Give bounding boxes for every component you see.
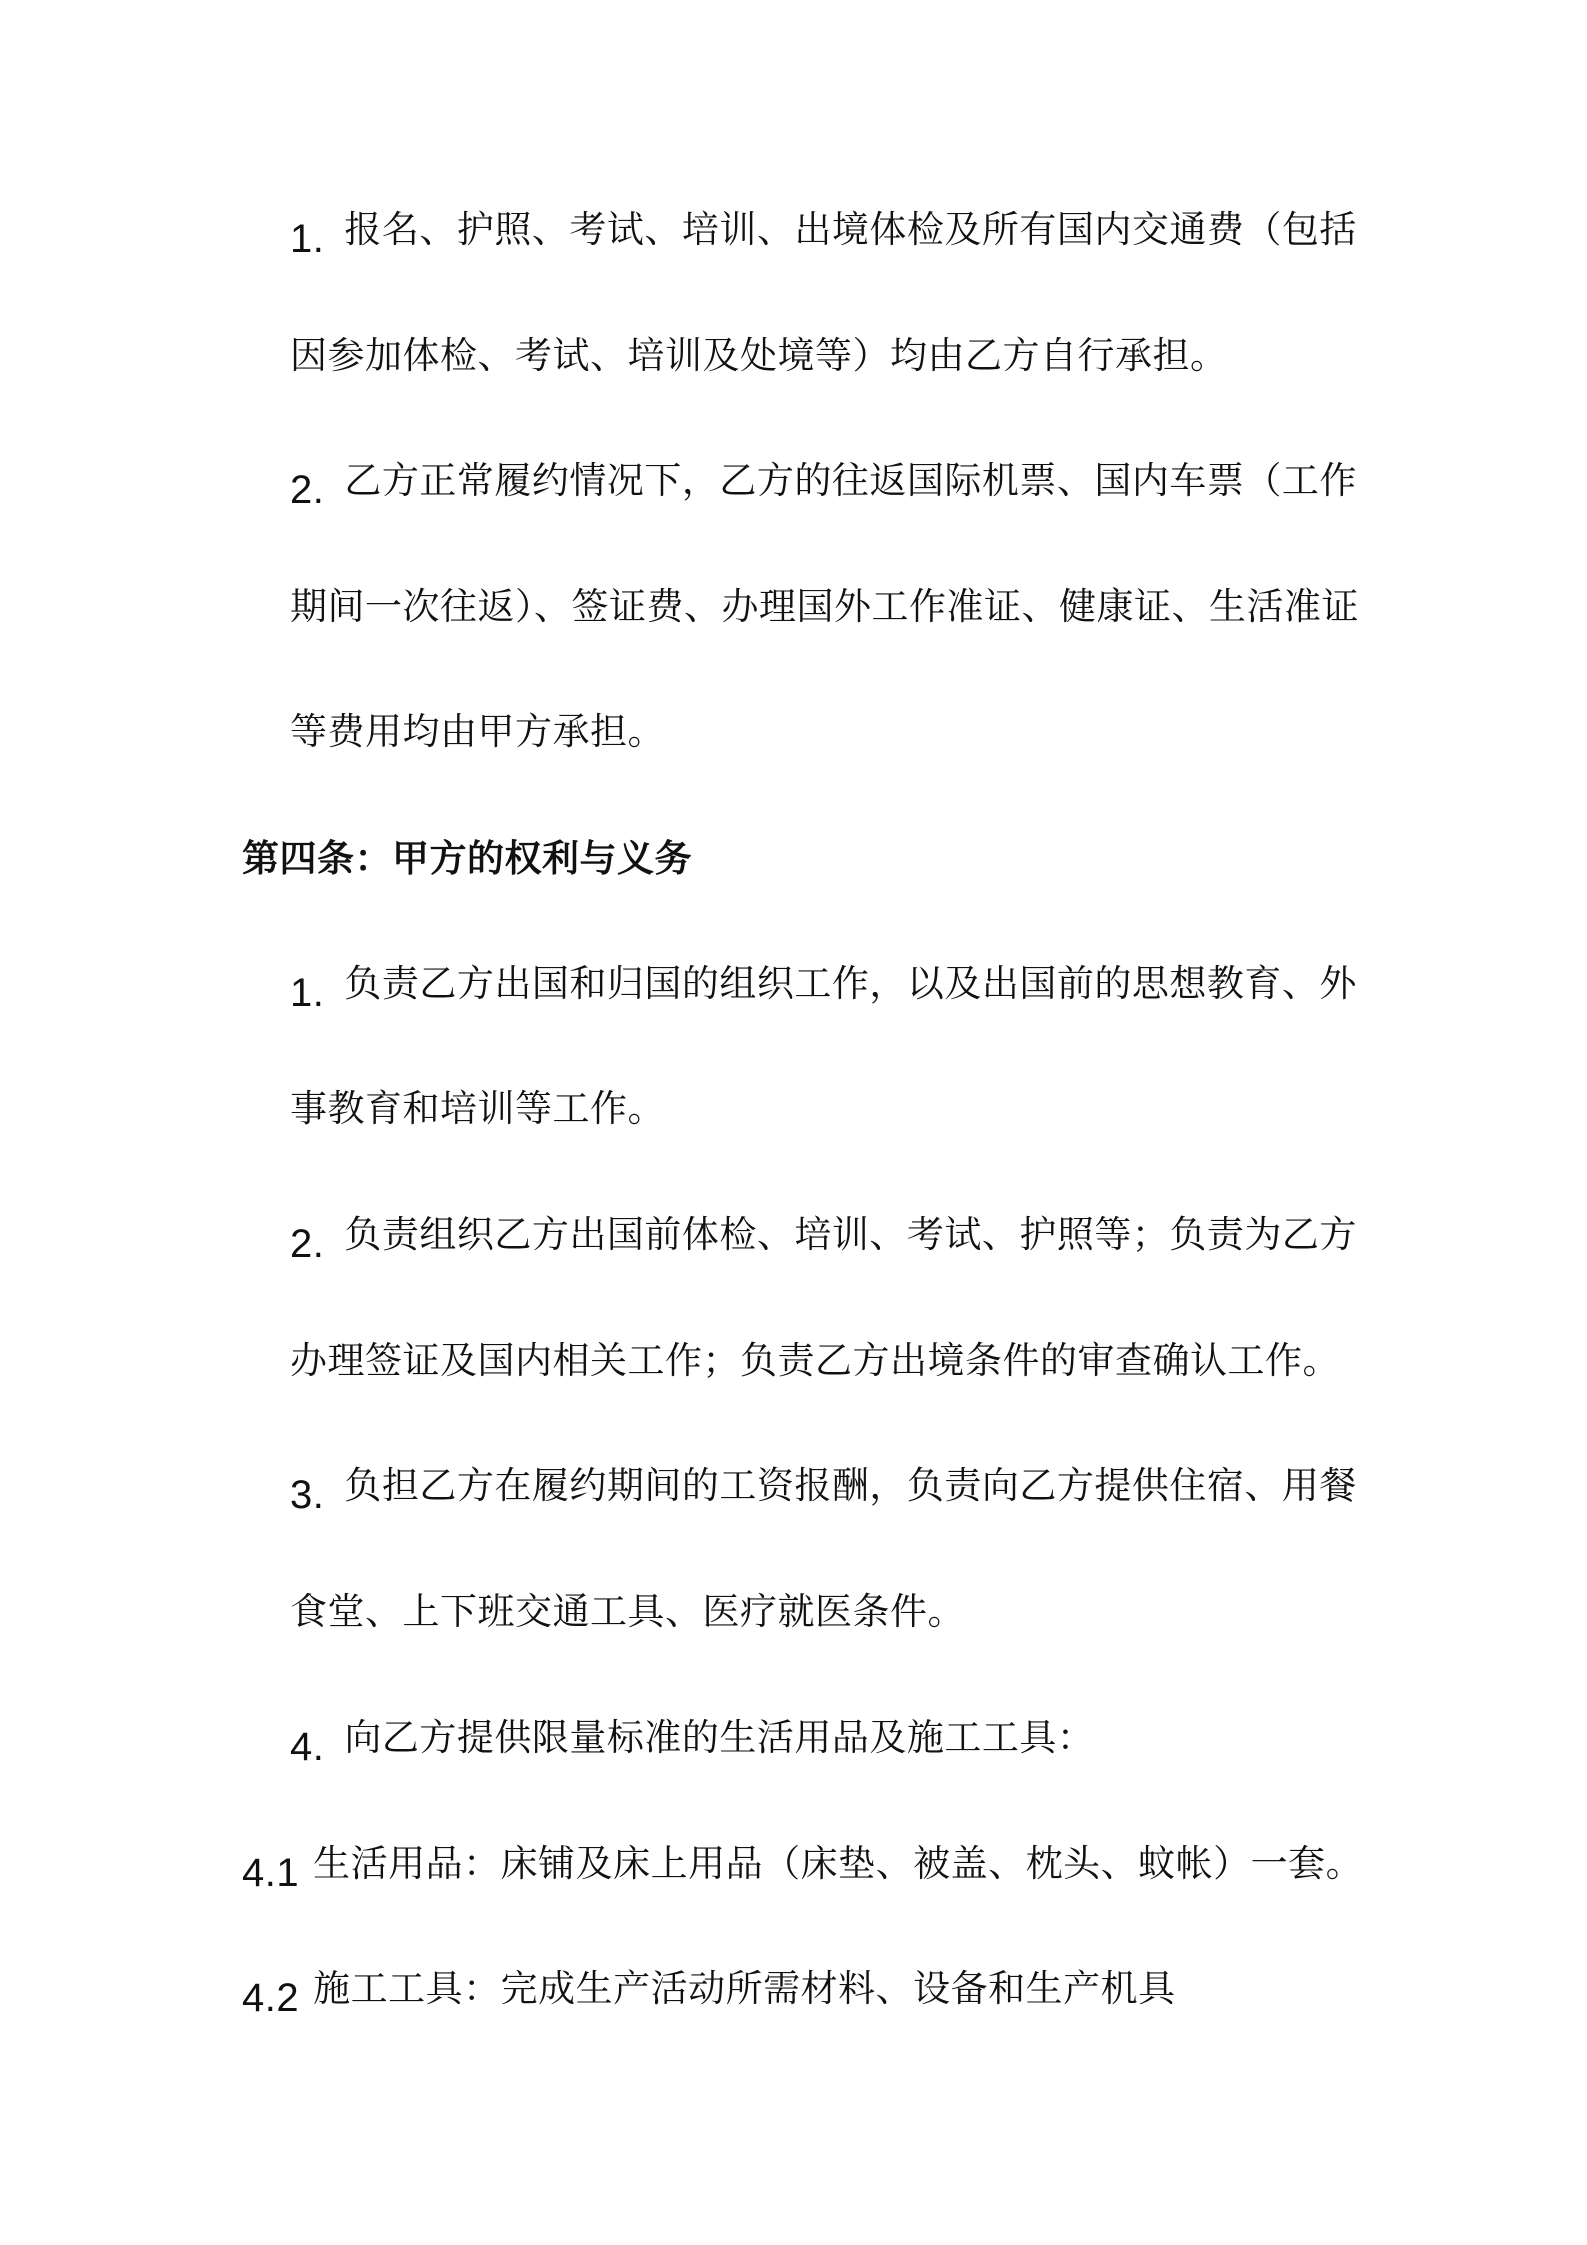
list-item: [290, 1716, 1094, 1769]
item-text: 向乙方提供限量标准的生活用品及施工工具：: [344, 1716, 1095, 1759]
list-item: [290, 208, 1357, 261]
item-number: 2.: [290, 1222, 325, 1266]
item-continuation: 办理签证及国内相关工作；负责乙方出境条件的审查确认工作。: [290, 1339, 1340, 1382]
list-item: [290, 1464, 1357, 1517]
subitem-number: 4.1: [242, 1851, 300, 1895]
list-item: [290, 962, 1357, 1015]
subitem-text: 生活用品：床铺及床上用品（床垫、被盖、枕头、蚊帐）一套。: [313, 1842, 1364, 1885]
item-text: 负责组织乙方出国前体检、培训、考试、护照等；负责为乙方: [344, 1213, 1357, 1256]
item-continuation: 期间一次往返）、签证费、办理国外工作准证、健康证、生活准证: [290, 585, 1359, 628]
item-continuation: 食堂、上下班交通工具、医疗就医条件。: [290, 1590, 965, 1633]
item-continuation: 因参加体检、考试、培训及处境等）均由乙方自行承担。: [290, 334, 1228, 377]
item-number: 1.: [290, 971, 325, 1015]
sub-list-item: [242, 1967, 1176, 2020]
subitem-text: 施工工具：完成生产活动所需材料、设备和生产机具: [313, 1967, 1176, 2010]
item-number: 4.: [290, 1725, 325, 1769]
item-continuation: 事教育和培训等工作。: [290, 1087, 665, 1130]
subitem-number: 4.2: [242, 1976, 300, 2020]
item-number: 3.: [290, 1473, 325, 1517]
item-number: 1.: [290, 217, 325, 261]
sub-list-item: [242, 1842, 1363, 1895]
item-text: 负责乙方出国和归国的组织工作，以及出国前的思想教育、外: [344, 962, 1357, 1005]
item-text: 乙方正常履约情况下，乙方的往返国际机票、国内车票（工作: [344, 459, 1357, 502]
item-number: 2.: [290, 468, 325, 512]
section-heading: 第四条：甲方的权利与义务: [242, 836, 692, 880]
list-item: [290, 459, 1357, 512]
item-text: 负担乙方在履约期间的工资报酬，负责向乙方提供住宿、用餐: [344, 1464, 1357, 1507]
item-text: 报名、护照、考试、培训、出境体检及所有国内交通费（包括: [344, 208, 1357, 251]
item-continuation: 等费用均由甲方承担。: [290, 710, 665, 753]
list-item: [290, 1213, 1357, 1266]
